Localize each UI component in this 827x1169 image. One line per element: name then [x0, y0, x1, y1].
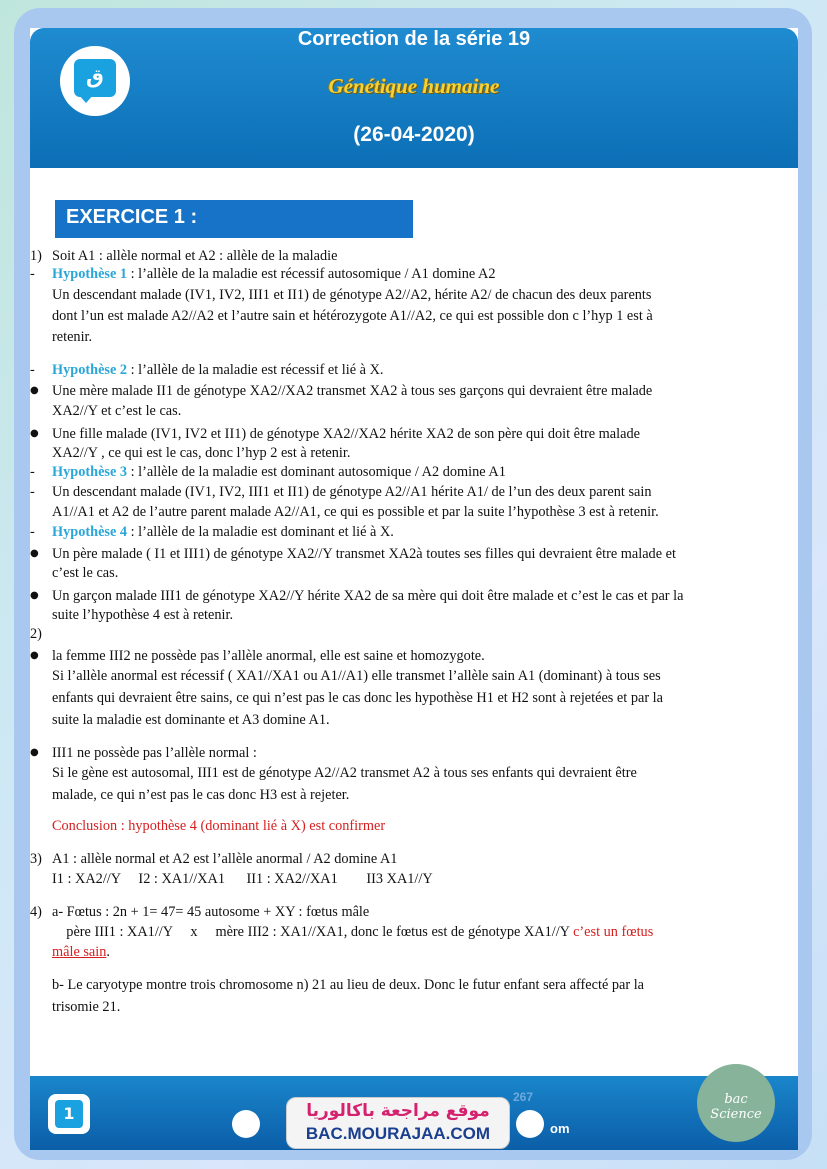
paragraph-line: Un descendant malade (IV1, IV2, III1 et II1) de génotype A2//A2, hérite A2/ de chacun des deux parents: [52, 287, 652, 303]
hypothesis-label: Hypothèse 3: [52, 464, 128, 480]
paragraph-line: père III1 : XA1//Y x mère III2 : XA1//XA1, donc le fœtus est de génotype XA1//Y: [52, 924, 574, 940]
paragraph-line: XA2//Y , ce qui est le cas, donc l’hyp 2 est à retenir.: [52, 445, 351, 461]
site-url: BAC.MOURAJAA.COM: [305, 1124, 491, 1143]
item-number: 4): [30, 904, 42, 920]
highlight-text: mâle sain: [52, 944, 107, 960]
bullet-icon: ●: [30, 548, 39, 559]
footer-number: 267: [513, 1090, 534, 1104]
highlight-text: c’est un fœtus: [573, 924, 654, 940]
page-number-icon: 1: [48, 1094, 90, 1134]
paragraph-line: b- Le caryotype montre trois chromosome n) 21 au lieu de deux. Donc le futur enfant sera affecté par la: [52, 977, 645, 993]
hypothesis-label: Hypothèse 2: [52, 362, 128, 378]
footer-text: om: [550, 1121, 570, 1136]
genotype-line: I1 : XA2//Y I2 : XA1//XA1 II1 : XA2//XA1 II3 XA1//Y: [52, 871, 433, 887]
paragraph-line: c’est le cas.: [52, 565, 119, 581]
paragraph-line: A1//A1 et A2 de l’autre parent malade A2//A1, ce qui es possible et par la suite l’hypothèse 3 est à retenir.: [52, 504, 659, 520]
bullet-icon: ●: [30, 385, 39, 396]
paragraph-line: Si l’allèle anormal est récessif ( XA1//XA1 ou A1//A1) elle transmet l’allèle sain A1 (dominant) à tous ses: [52, 668, 661, 684]
bullet-icon: ●: [30, 747, 39, 758]
document-page: ﻕ Correction de la série 19 Génétique humaine (26-04-2020) EXERCICE 1 : 1) Soit A1 : allèle normal et A2 : allèle de la maladie - Hypothèse 1 : l’allèle de la maladie est récessif autosomique / A1 domine A2 Un descendant malade (IV1, IV2, III1 et II1) de génotype A2//A2, hérite A2/ de chacun des deux parents dont l’un est malade A2//A2 et l’autre sain et hétérozygote A1//A2, ce qui est possible don c l’hyp 1 est à retenir. - Hypothèse 2 : l’allèle de la maladie est récessif et lié à X. ● Une mère malade II1 de génotype XA2//XA2 transmet XA2 à tous ses garçons qui devraient être malade XA2//Y et c’est le cas. ● Une fille malade (IV1, IV2 et II1) de génotype XA2//XA2 hérite XA2 de son père qui doit être malade XA2//Y , ce qui est le cas, donc l’hyp 2 est à retenir. - Hypothèse 3 : l’allèle de la maladie est dominant autosomique / A2 domine A1 - Un descendant malade (IV1, IV2, III1 et II1) de génotype A2//A1 hérite A1/ de l’un des deux parent sain A1//A1 et A2 de l’autre parent malade A2//A1, ce qui es possible et par la suite l’hypothèse 3 est à retenir. - Hypothèse 4 : l’allèle de la maladie est dominant et lié à X. ● Un père malade ( I1 et III1) de génotype XA2//Y transmet XA2à toutes ses filles qui devraient être malade et c’est le cas. ● Un garçon malade III1 de génotype XA2//Y hérite XA2 de sa mère qui doit être malade et c’est le cas et par la suite l’hypothèse 4 est à retenir. 2) ● la femme III2 ne possède pas l’allèle anormal, elle est saine et homozygote. Si l’allèle anormal est récessif ( XA1//XA1 ou A1//A1) elle transmet l’allèle sain A1 (dominant) à tous ses enfants qui devraient être sains, ce qui n’est pas le cas donc les hypothèse H1 et H2 sont à rejetées et par la suite la maladie est dominante et A3 domine A1. ● III1 ne possède pas l’allèle normal : Si le gène est autosomal, III1 est de génotype A2//A2 transmet A2 à tous ses enfants qui devraient être malade, ce qui n’est pas le cas donc H3 est à rejeter. Conclusion : hypothèse 4 (dominant lié à X) est confirmer 3) A1 : allèle normal et A2 est l’allèle anormal / A2 domine A1 I1 : XA2//Y I2 : XA1//XA1 II1 : XA2//XA1 II3 XA1//Y 4) a- Fœtus : 2n + 1= 47= 45 autosome + XY : fœtus mâle père III1 : XA1//Y x mère III2 : XA1//XA1, donc le fœtus est de génotype XA1//Y c’est un fœtus mâle sain. b- Le caryotype montre trois chromosome n) 21 au lieu de deux. Donc le futur enfant sera affecté par la trisomie 21. 1 267 موقع مراجعة باكالوريا BAC.MOURAJAA.COM om: [30, 28, 798, 1150]
paragraph-line: XA2//Y et c’est le cas.: [52, 403, 182, 419]
paragraph-line: trisomie 21.: [52, 999, 121, 1015]
bac-science-logo: bac Science: [697, 1064, 775, 1142]
paragraph-line: malade, ce qui n’est pas le cas donc H3 est à rejeter.: [52, 787, 350, 803]
bullet-icon: ●: [30, 590, 39, 601]
paragraph-line: Si le gène est autosomal, III1 est de génotype A2//A2 transmet A2 à tous ses enfants qui devraient être: [52, 765, 637, 781]
hypothesis-label: Hypothèse 4: [52, 524, 128, 540]
page-subtitle: Génétique humaine: [328, 74, 500, 98]
exercise-title: EXERCICE 1 :: [66, 206, 198, 228]
site-name-arabic: موقع مراجعة باكالوريا: [306, 1101, 490, 1121]
paragraph-line: enfants qui devraient être sains, ce qui n’est pas le cas donc les hypothèse H1 et H2 sont à rejetées et par la: [52, 690, 663, 706]
paragraph-line: suite l’hypothèse 4 est à retenir.: [52, 607, 234, 623]
item-number: 2): [30, 626, 42, 642]
bullet-icon: ●: [30, 428, 39, 439]
paragraph-line: retenir.: [52, 329, 93, 345]
page-title: Correction de la série 19: [297, 28, 531, 50]
badge-icon: [516, 1110, 544, 1138]
item-number: 3): [30, 851, 42, 867]
item-text: Soit A1 : allèle normal et A2 : allèle de la maladie: [52, 248, 338, 264]
badge-icon: [232, 1110, 260, 1138]
footer-banner: [30, 1076, 798, 1150]
item-number: 1): [30, 248, 42, 264]
paragraph-line: dont l’un est malade A2//A2 et l’autre sain et hétérozygote A1//A2, ce qui est possible don c l’hyp 1 est à: [52, 308, 653, 324]
logo-glyph: ﻕ: [86, 64, 104, 88]
hypothesis-label: Hypothèse 1: [52, 266, 128, 282]
site-link[interactable]: [286, 1097, 510, 1149]
page-date: (26-04-2020): [353, 123, 475, 146]
conclusion-text: Conclusion : hypothèse 4 (dominant lié à X) est confirmer: [52, 818, 386, 834]
bullet-icon: ●: [30, 650, 39, 661]
header-banner: [30, 28, 798, 168]
exercise-banner: [55, 200, 413, 238]
paragraph-line: suite la maladie est dominante et A3 domine A1.: [52, 712, 330, 728]
